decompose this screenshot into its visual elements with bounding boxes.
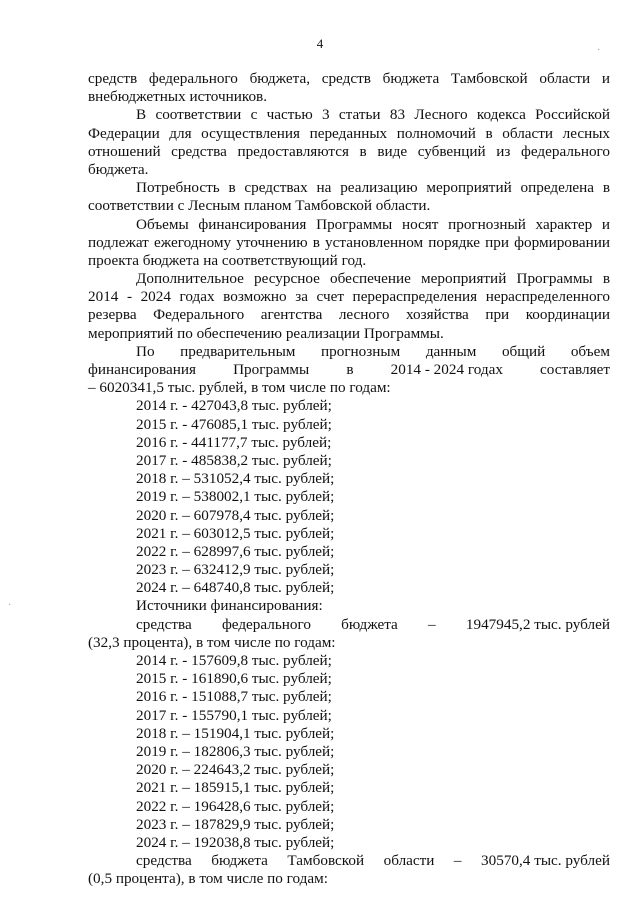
word: – xyxy=(453,852,462,870)
text-line: Потребность в средствах на реализацию мероприятий определена в xyxy=(136,179,610,197)
text-line: В соответствии с частью 3 статьи 83 Лесного кодекса Российской xyxy=(136,106,610,124)
word: 1947945,2 тыс. рублей xyxy=(465,615,610,633)
word: общий xyxy=(501,342,546,360)
word: 2014 - 2024 годах xyxy=(390,361,503,378)
word: средства xyxy=(136,615,192,633)
text-line: средств федерального бюджета, средств бюджета Тамбовской области и xyxy=(88,70,610,87)
word: Тамбовской xyxy=(287,852,365,870)
federal-year-item: 2020 г. – 224643,2 тыс. рублей; xyxy=(136,761,335,779)
text-line: внебюджетных источников. xyxy=(88,88,268,106)
text-line: мероприятий по обеспечению реализации Программы. xyxy=(88,324,444,342)
total-amount-line: – 6020341,5 тыс. рублей, в том числе по годам: xyxy=(88,379,391,397)
federal-share-line: (32,3 процента), в том числе по годам: xyxy=(88,633,336,651)
total-year-item: 2018 г. – 531052,4 тыс. рублей; xyxy=(136,470,335,488)
federal-year-item: 2015 г. - 161890,6 тыс. рублей; xyxy=(136,670,332,688)
word: составляет xyxy=(540,361,610,378)
scan-speck: · xyxy=(8,600,12,611)
total-year-item: 2024 г. – 648740,8 тыс. рублей; xyxy=(136,579,335,597)
regional-intro-line xyxy=(88,852,610,870)
word: данным xyxy=(425,342,477,360)
federal-intro-line xyxy=(88,616,610,634)
federal-year-item: 2023 г. – 187829,9 тыс. рублей; xyxy=(136,815,335,833)
total-year-item: 2020 г. – 607978,4 тыс. рублей; xyxy=(136,506,335,524)
total-year-item: 2023 г. – 632412,9 тыс. рублей; xyxy=(136,561,335,579)
federal-year-item: 2017 г. - 155790,1 тыс. рублей; xyxy=(136,706,332,724)
word: в xyxy=(346,361,354,378)
text-line: Дополнительное ресурсное обеспечение мероприятий Программы в xyxy=(136,270,610,288)
federal-year-item: 2021 г. – 185915,1 тыс. рублей; xyxy=(136,779,335,797)
total-intro-line-1 xyxy=(88,343,610,361)
page-number: 4 xyxy=(316,36,324,51)
text-line: Федерации для осуществления переданных полномочий в области лесных xyxy=(88,124,610,142)
federal-year-item: 2022 г. – 196428,6 тыс. рублей; xyxy=(136,797,335,815)
text-line: подлежат ежегодному уточнению в установленном порядке при формировании xyxy=(88,233,610,251)
word: предварительным xyxy=(180,342,296,360)
word: Программы xyxy=(233,361,310,378)
regional-share-line: (0,5 процента), в том числе по годам: xyxy=(88,870,328,888)
text-line: проекта бюджета на соответствующий год. xyxy=(88,251,367,269)
text-line: бюджета. xyxy=(88,160,149,178)
federal-year-item: 2024 г. – 192038,8 тыс. рублей; xyxy=(136,833,335,851)
federal-year-item: 2014 г. - 157609,8 тыс. рублей; xyxy=(136,652,332,669)
federal-year-item: 2016 г. - 151088,7 тыс. рублей; xyxy=(136,688,332,706)
text-line: Объемы финансирования Программы носят прогнозный характер и xyxy=(136,215,610,233)
text-line: резерва Федерального агентства лесного хозяйства при координации xyxy=(88,306,610,324)
federal-year-item: 2018 г. – 151904,1 тыс. рублей; xyxy=(136,724,335,742)
total-year-item: 2017 г. - 485838,2 тыс. рублей; xyxy=(136,451,332,469)
word: объем xyxy=(570,342,610,360)
total-intro-line-2 xyxy=(88,361,610,379)
word: По xyxy=(136,342,155,360)
word: средства xyxy=(136,852,192,870)
word: бюджета xyxy=(211,852,268,870)
federal-year-item: 2019 г. – 182806,3 тыс. рублей; xyxy=(136,742,335,760)
total-year-item: 2022 г. – 628997,6 тыс. рублей; xyxy=(136,542,335,560)
total-year-item: 2016 г. - 441177,7 тыс. рублей; xyxy=(136,433,332,451)
word: прогнозным xyxy=(321,342,401,360)
text-line: соответствии с Лесным планом Тамбовской области. xyxy=(88,197,431,215)
word: – xyxy=(428,615,436,633)
word: области xyxy=(383,852,435,870)
word: финансирования xyxy=(88,361,196,378)
word: федерального xyxy=(221,615,311,633)
text-line: 2014 - 2024 годах возможно за счет перераспределения нераспределенного xyxy=(88,288,610,306)
word: 30570,4 тыс. рублей xyxy=(481,852,610,870)
word: бюджета xyxy=(341,615,398,633)
total-year-item: 2014 г. - 427043,8 тыс. рублей; xyxy=(136,397,332,415)
total-year-item: 2021 г. – 603012,5 тыс. рублей; xyxy=(136,524,335,542)
total-year-item: 2019 г. – 538002,1 тыс. рублей; xyxy=(136,488,335,506)
document-body xyxy=(88,70,610,888)
sources-heading: Источники финансирования: xyxy=(136,597,323,615)
text-line: отношений средства предоставляются в виде субвенций из федерального xyxy=(88,142,610,160)
total-year-item: 2015 г. - 476085,1 тыс. рублей; xyxy=(136,415,332,433)
scan-speck: · xyxy=(597,45,601,56)
